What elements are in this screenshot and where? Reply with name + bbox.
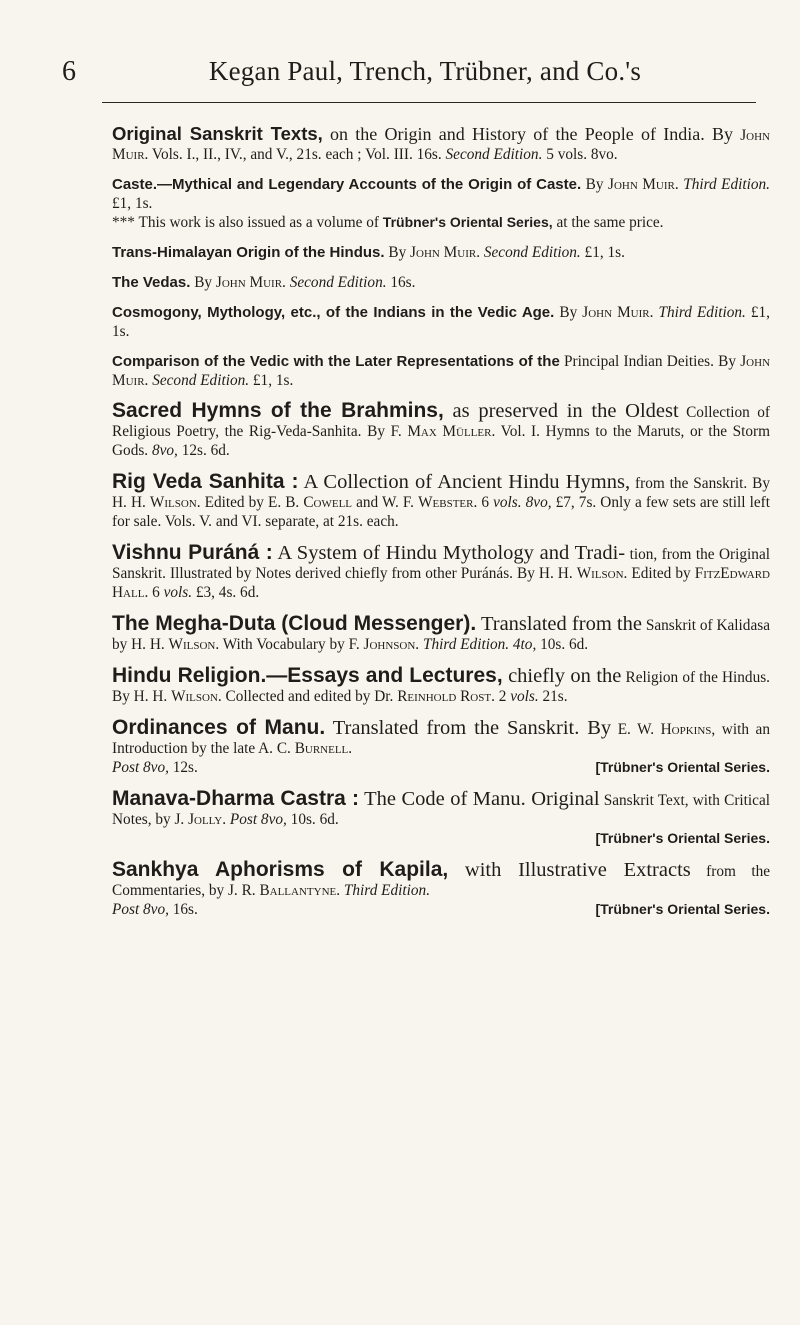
book-list xyxy=(112,124,770,931)
page-number: 6 xyxy=(62,56,76,87)
book-entry: Vishnu Puráná : A System of Hindu Mythology and Tradi- tion, from the Original Sanskrit. Illustrated by Notes derived chiefly from other Puránás. By H. H. Wilson. Edited by FitzEdward Hall. 6 vols. £3, 4s. 6d. xyxy=(112,541,770,601)
book-entry: Cosmogony, Mythology, etc., of the Indians in the Vedic Age. By John Muir. Third Edition. £1, 1s. xyxy=(112,304,770,340)
entry-footer: Post 8vo, 12s. [Trübner's Oriental Series. xyxy=(112,759,770,776)
book-entry: The Vedas. By John Muir. Second Edition. 16s. xyxy=(112,274,416,291)
book-entry: Hindu Religion.—Essays and Lectures, chiefly on the Religion of the Hindus. By H. H. Wilson. Collected and edited by Dr. Reinhold Rost. 2 vols. 21s. xyxy=(112,664,771,705)
header-rule xyxy=(102,102,756,103)
book-entry: Sankhya Aphorisms of Kapila, with Illustrative Extracts from the Commentaries, by J. R. Ballantyne. Third Edition. Post 8vo, 16s. [Trübner's Oriental Series. xyxy=(112,858,771,918)
running-head: Kegan Paul, Trench, Trübner, and Co.'s xyxy=(208,56,642,86)
book-entry: Ordinances of Manu. Translated from the Sanskrit. By E. W. Hopkins, with an Introduction by the late A. C. Burnell. Post 8vo, 12s. [Trübner's Oriental Series. xyxy=(112,716,770,776)
book-entry: Rig Veda Sanhita : A Collection of Ancient Hindu Hymns, from the Sanskrit. By H. H. Wilson. Edited by E. B. Cowell and W. F. Webster. 6 vols. 8vo, £7, 7s. Only a few sets are still left for sale. Vols. V. and VI. separate, at 21s. each. xyxy=(112,470,770,530)
series-note: [Trübner's Oriental Series. xyxy=(595,830,770,846)
series-note: [Trübner's Oriental Series. xyxy=(595,759,770,775)
page-header xyxy=(62,56,762,116)
entry-note: *** This work is also issued as a volume of Trübner's Oriental Series, at the same price. xyxy=(112,214,664,231)
book-entry: Comparison of the Vedic with the Later Representations of the Principal Indian Deities. By John Muir. Second Edition. £1, 1s. xyxy=(112,353,771,389)
entry-footer: Post 8vo, 16s. [Trübner's Oriental Series. xyxy=(112,901,770,918)
book-entry: Sacred Hymns of the Brahmins, as preserved in the Oldest Collection of Religious Poetry, the Rig-Veda-Sanhita. By F. Max Müller. Vol. I. Hymns to the Maruts, or the Storm Gods. 8vo, 12s. 6d. xyxy=(112,399,771,459)
book-entry: Caste.—Mythical and Legendary Accounts of the Origin of Caste. By John Muir. Third Edition. £1, 1s. *** This work is also issued as a volume of Trübner's Oriental Series, at the same price. xyxy=(112,176,771,231)
book-entry: The Megha-Duta (Cloud Messenger). Translated from the Sanskrit of Kalidasa by H. H. Wilson. With Vocabulary by F. Johnson. Third Edition. 4to, 10s. 6d. xyxy=(112,612,770,653)
book-entry: Manava-Dharma Castra : The Code of Manu. Original Sanskrit Text, with Critical Notes, by J. Jolly. Post 8vo, 10s. 6d. [Trübner's Oriental Series. xyxy=(112,787,770,846)
book-entry: Original Sanskrit Texts, on the Origin and History of the People of India. By John Muir. Vols. I., II., IV., and V., 21s. each ; Vol. III. 16s. Second Edition. 5 vols. 8vo. xyxy=(112,123,770,163)
series-note: [Trübner's Oriental Series. xyxy=(595,901,770,917)
book-entry: Trans-Himalayan Origin of the Hindus. By John Muir. Second Edition. £1, 1s. xyxy=(112,244,625,261)
